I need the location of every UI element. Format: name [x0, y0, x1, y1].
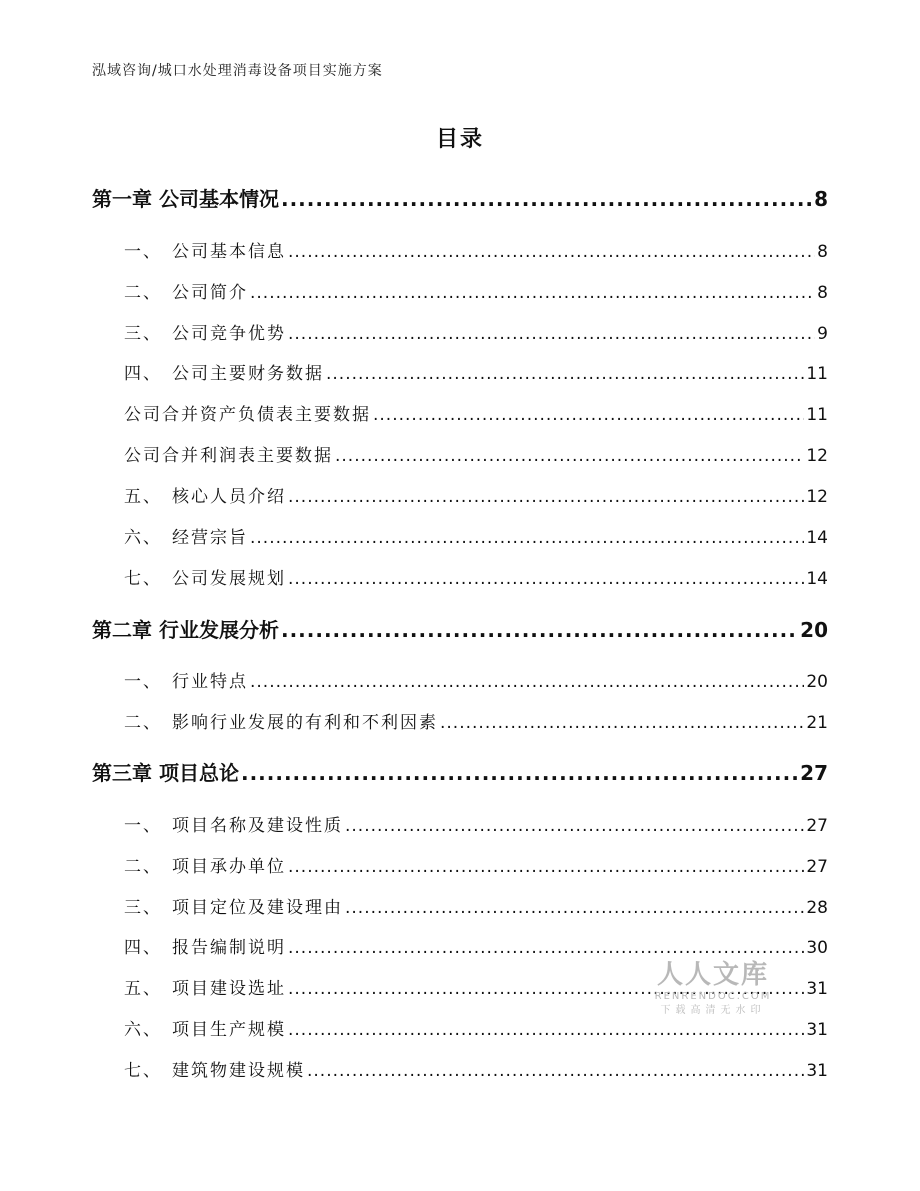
- toc-section[interactable]: [124, 237, 828, 262]
- toc-leader-dots: [288, 324, 815, 344]
- toc-leader-dots: [288, 1020, 804, 1040]
- toc-section-number: 四、: [124, 938, 162, 958]
- toc-section-label: 项目生产规模: [172, 1020, 286, 1040]
- toc-leader-dots: [440, 713, 804, 733]
- toc-chapter[interactable]: [92, 757, 828, 786]
- toc-section[interactable]: [124, 523, 828, 548]
- toc-section-number: 六、: [124, 528, 162, 548]
- toc-section[interactable]: [124, 278, 828, 303]
- toc-section[interactable]: [124, 441, 828, 466]
- toc-section-label: 项目定位及建设理由: [172, 898, 343, 918]
- toc-section-number: 一、: [124, 816, 162, 836]
- toc-page-number: 12: [806, 487, 828, 507]
- toc-leader-dots: [281, 187, 812, 211]
- toc-section-label: 公司简介: [172, 283, 248, 303]
- toc-page-number: 31: [806, 1020, 828, 1040]
- toc-section[interactable]: [124, 400, 828, 425]
- toc-chapter-label: 第三章 项目总论: [92, 761, 239, 785]
- toc-section-number: 五、: [124, 487, 162, 507]
- toc-section-label: 公司合并利润表主要数据: [124, 446, 333, 466]
- toc-section-number: 三、: [124, 898, 162, 918]
- toc-leader-dots: [326, 364, 804, 384]
- toc-page-number: 14: [806, 528, 828, 548]
- toc-page-number: 27: [806, 857, 828, 877]
- watermark: [648, 960, 778, 1018]
- toc-section[interactable]: [124, 319, 828, 344]
- toc-section[interactable]: [124, 811, 828, 836]
- toc-page-number: 21: [806, 713, 828, 733]
- toc-page-number: 27: [806, 816, 828, 836]
- toc-section-label: 报告编制说明: [172, 938, 286, 958]
- toc-page-number: 31: [806, 979, 828, 999]
- toc-leader-dots: [288, 487, 804, 507]
- toc-section-label: 项目承办单位: [172, 857, 286, 877]
- toc-section[interactable]: [124, 1056, 828, 1081]
- toc-leader-dots: [335, 446, 804, 466]
- toc-page-number: 12: [806, 446, 828, 466]
- watermark-subtitle: 下载高清无水印: [660, 1005, 766, 1016]
- toc-page-number: 11: [806, 364, 828, 384]
- toc-leader-dots: [345, 898, 804, 918]
- toc-section-number: 二、: [124, 713, 162, 733]
- toc-section-number: 四、: [124, 364, 162, 384]
- toc-page-number: 20: [806, 672, 828, 692]
- watermark-url: RENRENDOC.COM: [654, 991, 772, 1002]
- toc-section[interactable]: [124, 1015, 828, 1040]
- toc-chapter[interactable]: [92, 614, 828, 643]
- toc-leader-dots: [288, 938, 804, 958]
- toc-leader-dots: [288, 569, 804, 589]
- toc-section-label: 项目名称及建设性质: [172, 816, 343, 836]
- toc-section[interactable]: [124, 482, 828, 507]
- toc-leader-dots: [250, 672, 804, 692]
- toc-leader-dots: [373, 405, 804, 425]
- toc-section[interactable]: [124, 852, 828, 877]
- toc-section[interactable]: [124, 893, 828, 918]
- toc-page-number: 14: [806, 569, 828, 589]
- toc-section[interactable]: [124, 564, 828, 589]
- toc-page-number: 9: [817, 324, 828, 344]
- toc-section[interactable]: [124, 667, 828, 692]
- toc-section-label: 行业特点: [172, 672, 248, 692]
- toc-section-number: 二、: [124, 857, 162, 877]
- toc-section-label: 项目建设选址: [172, 979, 286, 999]
- watermark-title: 人人文库: [656, 960, 769, 990]
- toc-page-number: 30: [806, 938, 828, 958]
- toc-chapter-label: 第二章 行业发展分析: [92, 618, 279, 642]
- toc-section-number: 二、: [124, 283, 162, 303]
- toc-leader-dots: [345, 816, 804, 836]
- page-header: 泓域咨询/城口水处理消毒设备项目实施方案: [92, 63, 383, 79]
- toc-section[interactable]: [124, 359, 828, 384]
- toc-leader-dots: [250, 528, 804, 548]
- toc-section-label: 影响行业发展的有利和不利因素: [172, 713, 438, 733]
- toc-section-number: 五、: [124, 979, 162, 999]
- page-title: 目录: [435, 127, 484, 152]
- toc-section-label: 公司合并资产负债表主要数据: [124, 405, 371, 425]
- toc-section[interactable]: [124, 933, 828, 958]
- toc-section-label: 公司基本信息: [172, 242, 286, 262]
- toc-page-number: 8: [817, 283, 828, 303]
- toc-page-number: 8: [814, 187, 828, 211]
- toc-leader-dots: [250, 283, 815, 303]
- toc-section-number: 一、: [124, 242, 162, 262]
- toc-leader-dots: [281, 618, 798, 642]
- toc-leader-dots: [288, 242, 815, 262]
- toc-section-number: 七、: [124, 1061, 162, 1081]
- toc-page-number: 31: [806, 1061, 828, 1081]
- toc-section-label: 经营宗旨: [172, 528, 248, 548]
- toc-section-label: 公司竞争优势: [172, 324, 286, 344]
- toc-chapter[interactable]: [92, 183, 828, 212]
- toc-page-number: 27: [800, 761, 828, 785]
- toc-section[interactable]: [124, 708, 828, 733]
- toc-section-label: 公司主要财务数据: [172, 364, 324, 384]
- toc-section-number: 六、: [124, 1020, 162, 1040]
- toc-chapter-label: 第一章 公司基本情况: [92, 187, 279, 211]
- toc-leader-dots: [288, 857, 804, 877]
- toc-leader-dots: [307, 1061, 804, 1081]
- toc-page-number: 11: [806, 405, 828, 425]
- toc-section-number: 三、: [124, 324, 162, 344]
- toc-page-number: 28: [806, 898, 828, 918]
- toc-page-number: 20: [800, 618, 828, 642]
- toc-section-number: 七、: [124, 569, 162, 589]
- toc-section-number: 一、: [124, 672, 162, 692]
- toc-section-label: 公司发展规划: [172, 569, 286, 589]
- toc-section-label: 核心人员介绍: [172, 487, 286, 507]
- toc-page-number: 8: [817, 242, 828, 262]
- toc-section-label: 建筑物建设规模: [172, 1061, 305, 1081]
- toc-leader-dots: [241, 761, 798, 785]
